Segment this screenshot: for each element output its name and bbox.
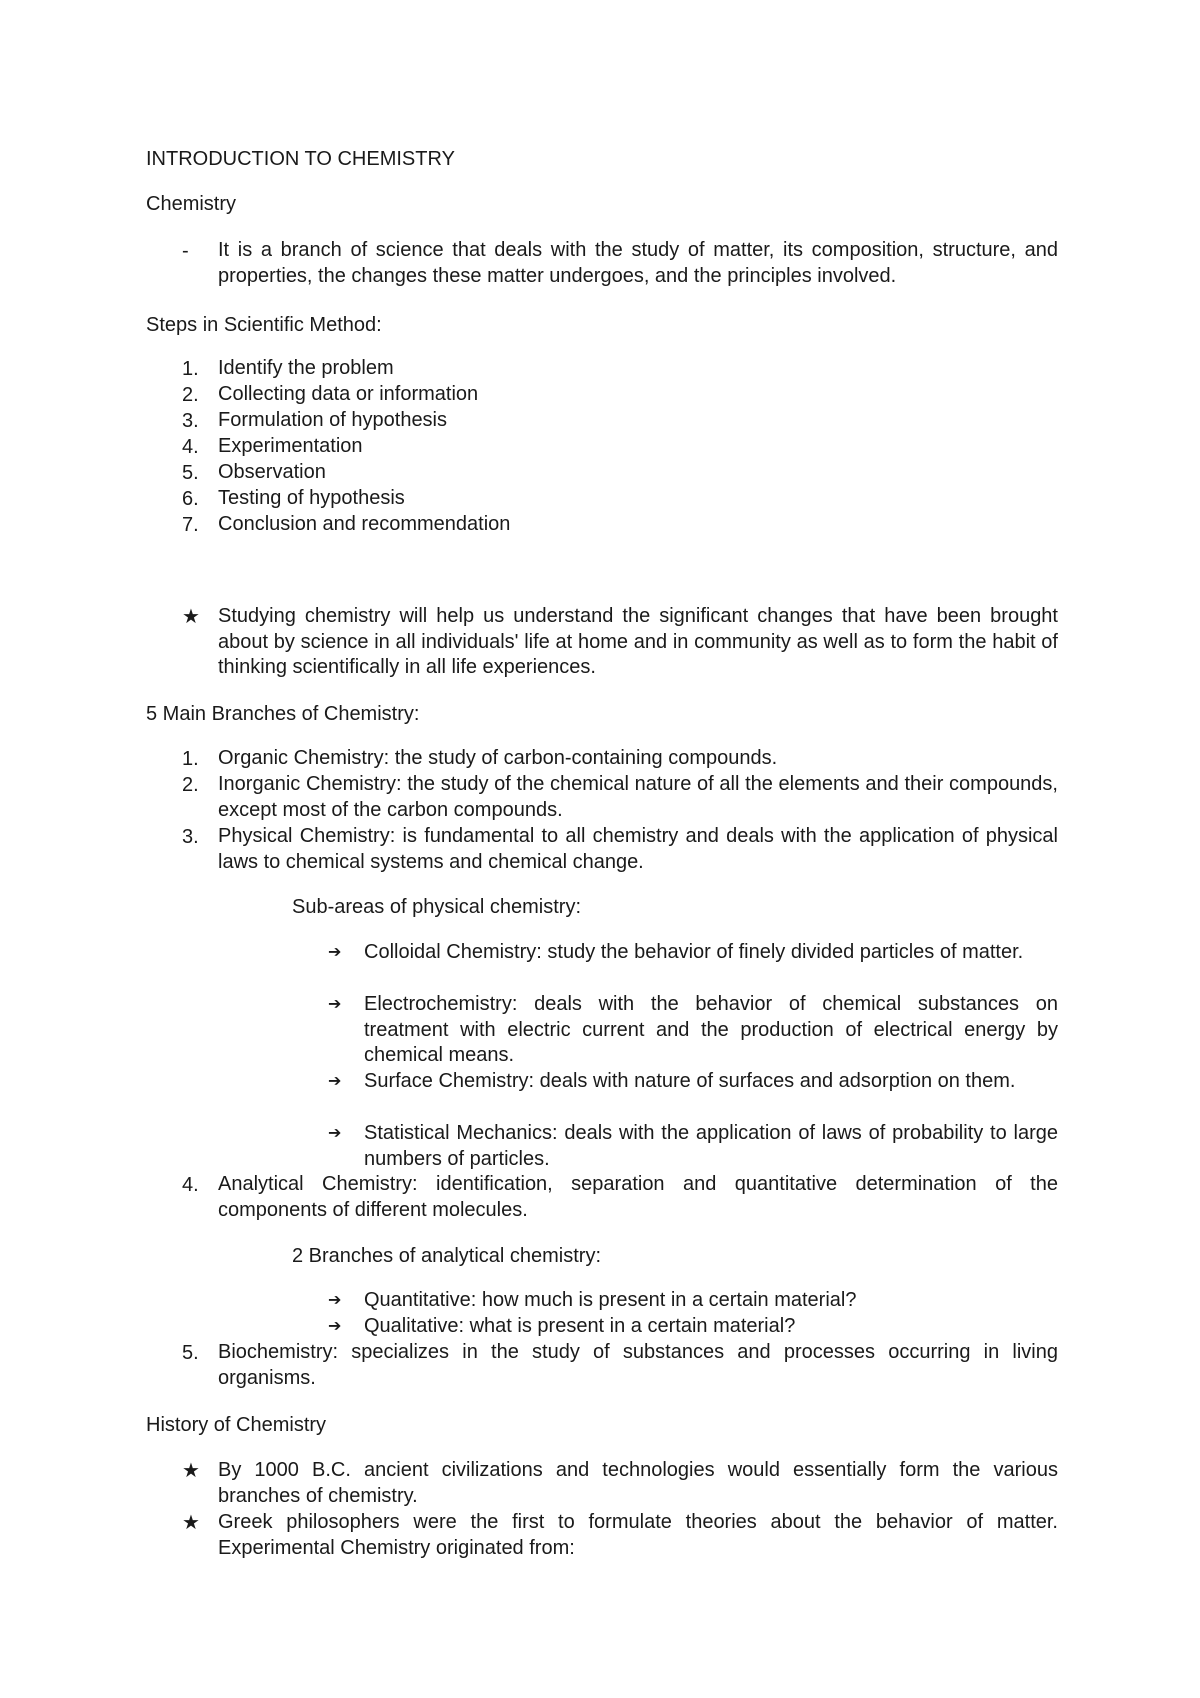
chemistry-heading: Chemistry xyxy=(146,193,237,215)
analytical-item: Qualitative: what is present in a certain material? xyxy=(364,1315,796,1337)
list-number: 1. xyxy=(182,748,199,770)
arrow-right-icon: ➔ xyxy=(328,1125,342,1142)
list-number: 5. xyxy=(182,462,199,484)
list-number: 6. xyxy=(182,488,199,510)
star-icon: ★ xyxy=(182,1512,200,1534)
step-item: Experimentation xyxy=(218,435,363,457)
arrow-right-icon: ➔ xyxy=(328,1073,342,1090)
step-item: Formulation of hypothesis xyxy=(218,409,448,431)
history-item: By 1000 B.C. ancient civilizations and technologies would essentially form the various branches of chemistry. xyxy=(218,1459,1058,1507)
star-icon: ★ xyxy=(182,1460,200,1482)
branch-item: Physical Chemistry: is fundamental to all chemistry and deals with the application of physical laws to chemical systems and chemical change. xyxy=(218,825,1058,873)
physical-subareas-heading: Sub-areas of physical chemistry: xyxy=(292,896,582,918)
dash-bullet: - xyxy=(182,240,189,262)
arrow-right-icon: ➔ xyxy=(328,1318,342,1335)
arrow-right-icon: ➔ xyxy=(328,944,342,961)
branches-heading: 5 Main Branches of Chemistry: xyxy=(146,703,420,725)
document-title: INTRODUCTION TO CHEMISTRY xyxy=(146,148,455,170)
step-item: Observation xyxy=(218,461,326,483)
branch-item: Organic Chemistry: the study of carbon-containing compounds. xyxy=(218,747,778,769)
subarea-item: Colloidal Chemistry: study the behavior of finely divided particles of matter. xyxy=(364,941,1024,963)
arrow-right-icon: ➔ xyxy=(328,996,342,1013)
list-number: 7. xyxy=(182,514,199,536)
subarea-item: Surface Chemistry: deals with nature of surfaces and adsorption on them. xyxy=(364,1070,1016,1092)
list-number: 2. xyxy=(182,384,199,406)
subarea-item: Statistical Mechanics: deals with the application of laws of probability to large numbers of particles. xyxy=(364,1122,1058,1170)
step-item: Conclusion and recommendation xyxy=(218,513,511,535)
studying-note: Studying chemistry will help us understand the significant changes that have been brought about by science in all individuals' life at home and in community as well as to form the habit of thinking scientifically in all life experiences. xyxy=(218,605,1058,678)
analytical-item: Quantitative: how much is present in a certain material? xyxy=(364,1289,857,1311)
history-heading: History of Chemistry xyxy=(146,1414,327,1436)
branch-item: Inorganic Chemistry: the study of the chemical nature of all the elements and their compounds, except most of the carbon compounds. xyxy=(218,773,1058,821)
step-item: Testing of hypothesis xyxy=(218,487,405,509)
history-item: Greek philosophers were the first to formulate theories about the behavior of matter. Experimental Chemistry originated from: xyxy=(218,1511,1058,1559)
list-number: 5. xyxy=(182,1342,199,1364)
list-number: 3. xyxy=(182,826,199,848)
steps-heading: Steps in Scientific Method: xyxy=(146,314,382,336)
list-number: 3. xyxy=(182,410,199,432)
arrow-right-icon: ➔ xyxy=(328,1292,342,1309)
branch-item: Biochemistry: specializes in the study of substances and processes occurring in living organisms. xyxy=(218,1341,1058,1389)
list-number: 4. xyxy=(182,436,199,458)
subarea-item: Electrochemistry: deals with the behavior of chemical substances on treatment with electric current and the production of electrical energy by chemical means. xyxy=(364,993,1058,1066)
branch-item: Analytical Chemistry: identification, separation and quantitative determination of the components of different molecules. xyxy=(218,1173,1058,1221)
list-number: 4. xyxy=(182,1174,199,1196)
chemistry-definition: It is a branch of science that deals with the study of matter, its composition, structure, and properties, the changes these matter undergoes, and the principles involved. xyxy=(218,239,1058,287)
step-item: Collecting data or information xyxy=(218,383,479,405)
list-number: 1. xyxy=(182,358,199,380)
star-icon: ★ xyxy=(182,606,200,628)
list-number: 2. xyxy=(182,774,199,796)
step-item: Identify the problem xyxy=(218,357,394,379)
analytical-heading: 2 Branches of analytical chemistry: xyxy=(292,1245,602,1267)
